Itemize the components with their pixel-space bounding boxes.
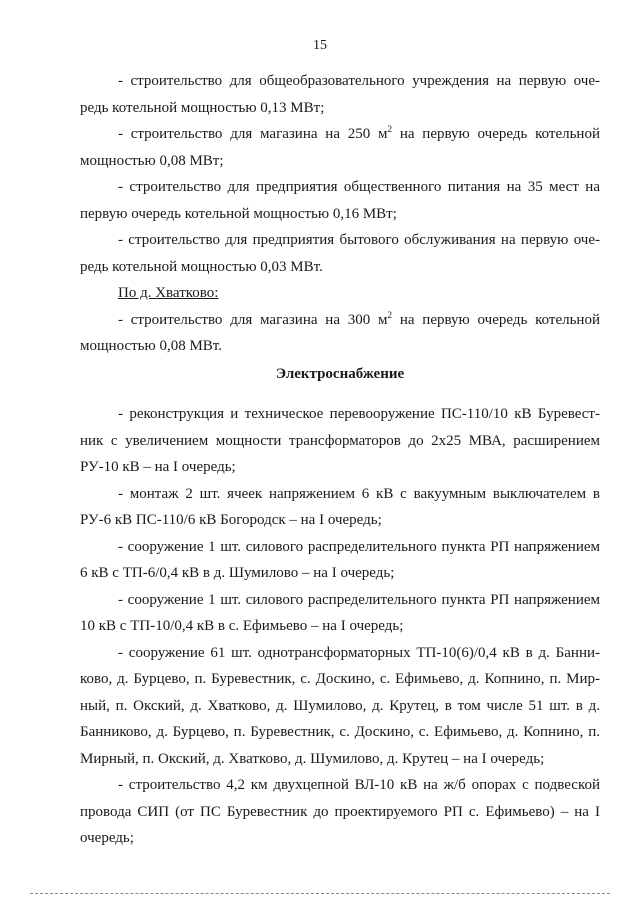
paragraph-tp-61 xyxy=(80,640,600,773)
text-line: - монтаж 2 шт. ячеек напряжением 6 кВ с вакуумным выключателем в xyxy=(118,485,600,502)
paragraph-school xyxy=(80,68,600,121)
text-line: - строительство для общеобразовательного учреждения на первую оче- xyxy=(118,73,600,89)
text-line: - строительство для предприятия общественного питания на 35 мест на xyxy=(118,179,600,195)
text-line: - реконструкция и техническое перевооружение ПС-110/10 кВ Буревест- xyxy=(118,406,600,422)
text-line: - строительство для предприятия бытового обслуживания на первую оче- xyxy=(118,232,600,248)
section-heading-power: Электроснабжение xyxy=(275,365,405,382)
text-line: 6 кВ с ТП-6/0,4 кВ в д. Шумилово – на I очередь; xyxy=(80,565,395,581)
text-line: - сооружение 1 шт. силового распределительного пункта РП напряжением xyxy=(118,591,600,608)
text-line: - сооружение 61 шт. однотрансформаторных ТП-10(6)/0,4 кВ в д. Банни- xyxy=(118,644,600,661)
subheading-khvatkovo: По д. Хватково: xyxy=(118,285,219,301)
paragraph-rp-efimyevo xyxy=(80,587,600,640)
text-line: первую очередь котельной мощностью 0,16 МВт; xyxy=(80,205,397,222)
document-body xyxy=(80,68,600,852)
page-number: 15 xyxy=(313,38,327,53)
paragraph-cells xyxy=(80,481,600,534)
paragraph-vl-10 xyxy=(80,772,600,852)
text-line: ник с увеличением мощности трансформаторов до 2х25 МВА, расширением xyxy=(80,432,600,449)
text-line: ково, д. Бурцево, п. Буревестник, с. Доскино, с. Ефимьево, д. Копнино, п. Мир- xyxy=(80,671,600,687)
text-line: редь котельной мощностью 0,03 МВт. xyxy=(80,258,323,275)
text-line: - строительство для магазина на 250 $м^2$ на первую очередь котельной xyxy=(118,124,600,142)
superscript: 2 xyxy=(387,309,393,320)
text-line: Мирный, п. Окский, д. Хватково, д. Шумилово, д. Крутец – на I очередь; xyxy=(80,750,545,767)
text-line: редь котельной мощностью 0,13 МВт; xyxy=(80,99,325,116)
text-line: 10 кВ с ТП-10/0,4 кВ в с. Ефимьево – на I очередь; xyxy=(80,618,404,634)
text-line: мощностью 0,08 МВт. xyxy=(80,338,222,354)
text-line: - сооружение 1 шт. силового распределительного пункта РП напряжением xyxy=(118,538,600,555)
text-line: очередь; xyxy=(80,830,134,846)
paragraph-services xyxy=(80,227,600,280)
paragraph-reconstruction xyxy=(80,401,600,481)
paragraph-rp-shumilovo xyxy=(80,534,600,587)
text-line: РУ-10 кВ – на I очередь; xyxy=(80,459,236,475)
text-line: - строительство для магазина на 300 $м^2$ на первую очередь котельной xyxy=(118,309,600,328)
text-line: провода СИП (от ПС Буревестник до проектируемого РП с. Ефимьево) – на I xyxy=(80,803,600,820)
text-line: - строительство 4,2 км двухцепной ВЛ-10 кВ на ж/б опорах с подвеской xyxy=(118,777,600,793)
superscript: 2 xyxy=(387,124,393,134)
paragraph-shop-250 xyxy=(80,121,600,174)
text-line: мощностью 0,08 МВт; xyxy=(80,152,224,169)
text-line: РУ-6 кВ ПС-110/6 кВ Богородск – на I очередь; xyxy=(80,512,382,528)
footer-divider xyxy=(30,893,610,894)
text-line: ный, п. Окский, д. Хватково, д. Шумилово, д. Крутец, в том числе 51 шт. в д. xyxy=(80,697,600,714)
paragraph-catering xyxy=(80,174,600,227)
paragraph-shop-300 xyxy=(80,307,600,360)
text-line: Банниково, д. Бурцево, п. Буревестник, с. Доскино, с. Ефимьево, д. Копнино, п. xyxy=(80,724,600,740)
